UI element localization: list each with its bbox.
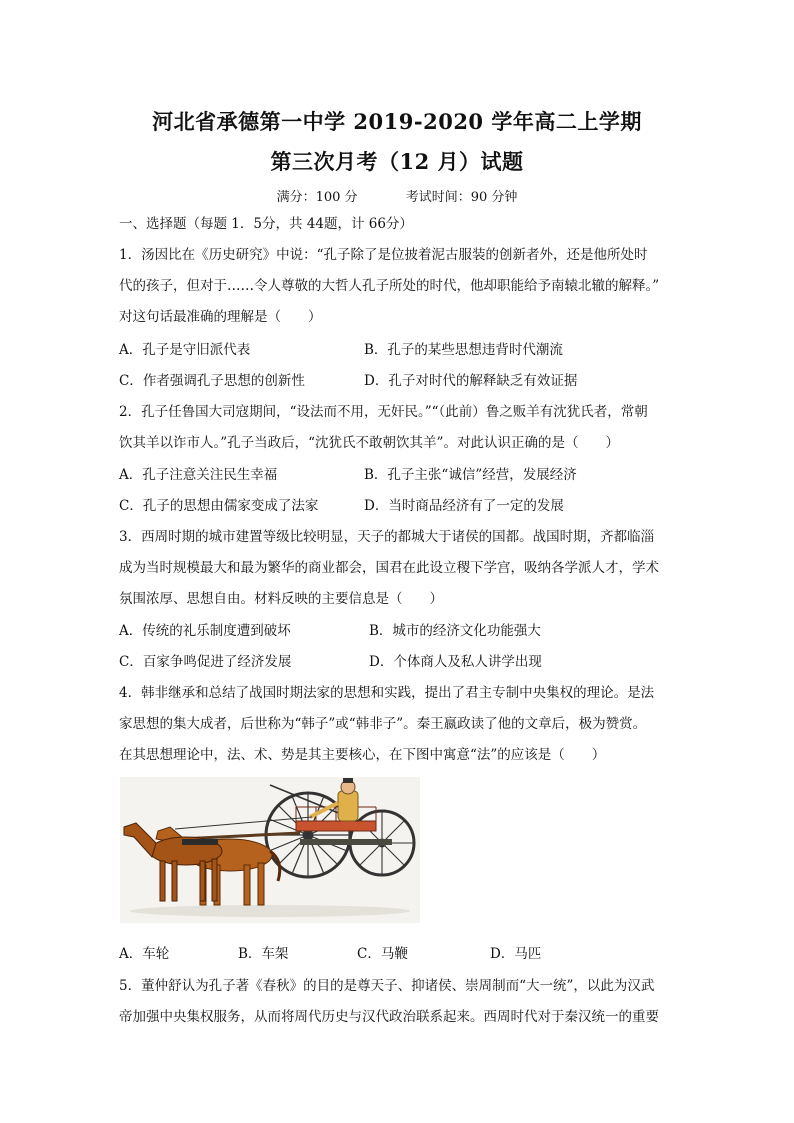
- full-score: 满分：100 分: [276, 190, 358, 205]
- exam-meta: [0, 186, 794, 205]
- q1-option-b: B．孔子的某些思想违背时代潮流: [364, 342, 563, 358]
- q1-line2: 代的孩子，但对于……令人尊敬的大哲人孔子所处的时代，他却职能给予南辕北辙的解释。”: [119, 278, 660, 294]
- q2-option-c: C．孔子的思想由儒家变成了法家: [119, 498, 319, 514]
- q4-line3: 在其思想理论中，法、术、势是其主要核心，在下图中寓意“法”的应该是（ ）: [119, 747, 606, 763]
- chariot-illustration: [120, 777, 420, 923]
- q1-option-c: C．作者强调孔子思想的创新性: [119, 373, 305, 389]
- q2-option-a: A．孔子注意关注民生幸福: [119, 467, 278, 483]
- q4-option-c: C．马鞭: [357, 946, 408, 962]
- q5-line2: 帝加强中央集权服务，从而将周代历史与汉代政治联系起来。西周时代对于秦汉统一的重要: [119, 1009, 659, 1025]
- q3-line3: 氛围浓厚、思想自由。材料反映的主要信息是（ ）: [119, 591, 443, 607]
- q3-option-b: B．城市的经济文化功能强大: [369, 623, 541, 639]
- q5-line1: 5．董仲舒认为孔子著《春秋》的目的是尊天子、抑诸侯、崇周制而“大一统”，以此为汉武: [119, 978, 655, 994]
- q2-option-d: D．当时商品经济有了一定的发展: [364, 498, 564, 514]
- q2-line1: 2．孔子任鲁国大司寇期间，“设法而不用，无奸民。”“（此前）鲁之贩羊有沈犹氏者，常朝: [119, 404, 648, 420]
- q4-option-a: A．车轮: [119, 946, 170, 962]
- q1-option-d: D．孔子对时代的解释缺乏有效证据: [364, 373, 578, 389]
- q4-option-d: D．马匹: [490, 946, 542, 962]
- q1-line1: 1．汤因比在《历史研究》中说：“孔子除了是位披着泥古服装的创新者外，还是他所处时: [119, 247, 648, 263]
- q3-line2: 成为当时规模最大和最为繁华的商业都会，国君在此设立稷下学宫，吸纳各学派人才，学术: [119, 560, 659, 576]
- q4-line1: 4．韩非继承和总结了战国时期法家的思想和实践，提出了君主专制中央集权的理论。是法: [119, 685, 655, 701]
- horse-chariot-drawing: [120, 777, 420, 923]
- exam-title-line2: 第三次月考（12 月）试题: [270, 149, 524, 174]
- exam-time: 考试时间：90 分钟: [405, 190, 518, 205]
- q2-line2: 饮其羊以诈市人。”孔子当政后，“沈犹氏不敢朝饮其羊”。对此认识正确的是（ ）: [119, 435, 619, 451]
- section-heading: 一、选择题（每题 1．5分，共 44题，计 66分）: [119, 216, 413, 232]
- q3-option-c: C．百家争鸣促进了经济发展: [119, 654, 292, 670]
- exam-title-line1: 河北省承德第一中学 2019-2020 学年高二上学期: [152, 109, 642, 134]
- q4-line2: 家思想的集大成者，后世称为“韩子”或“韩非子”。秦王嬴政读了他的文章后，极为赞赏。: [119, 716, 647, 732]
- q3-option-d: D．个体商人及私人讲学出现: [369, 654, 542, 670]
- q1-line3: 对这句话最准确的理解是（ ）: [119, 309, 322, 325]
- q2-option-b: B．孔子主张“诚信”经营，发展经济: [364, 467, 577, 483]
- q3-option-a: A．传统的礼乐制度遭到破坏: [119, 623, 291, 639]
- q1-option-a: A．孔子是守旧派代表: [119, 342, 251, 358]
- q4-option-b: B．车架: [238, 946, 289, 962]
- q3-line1: 3．西周时期的城市建置等级比较明显，天子的都城大于诸侯的国都。战国时期，齐都临淄: [119, 529, 655, 545]
